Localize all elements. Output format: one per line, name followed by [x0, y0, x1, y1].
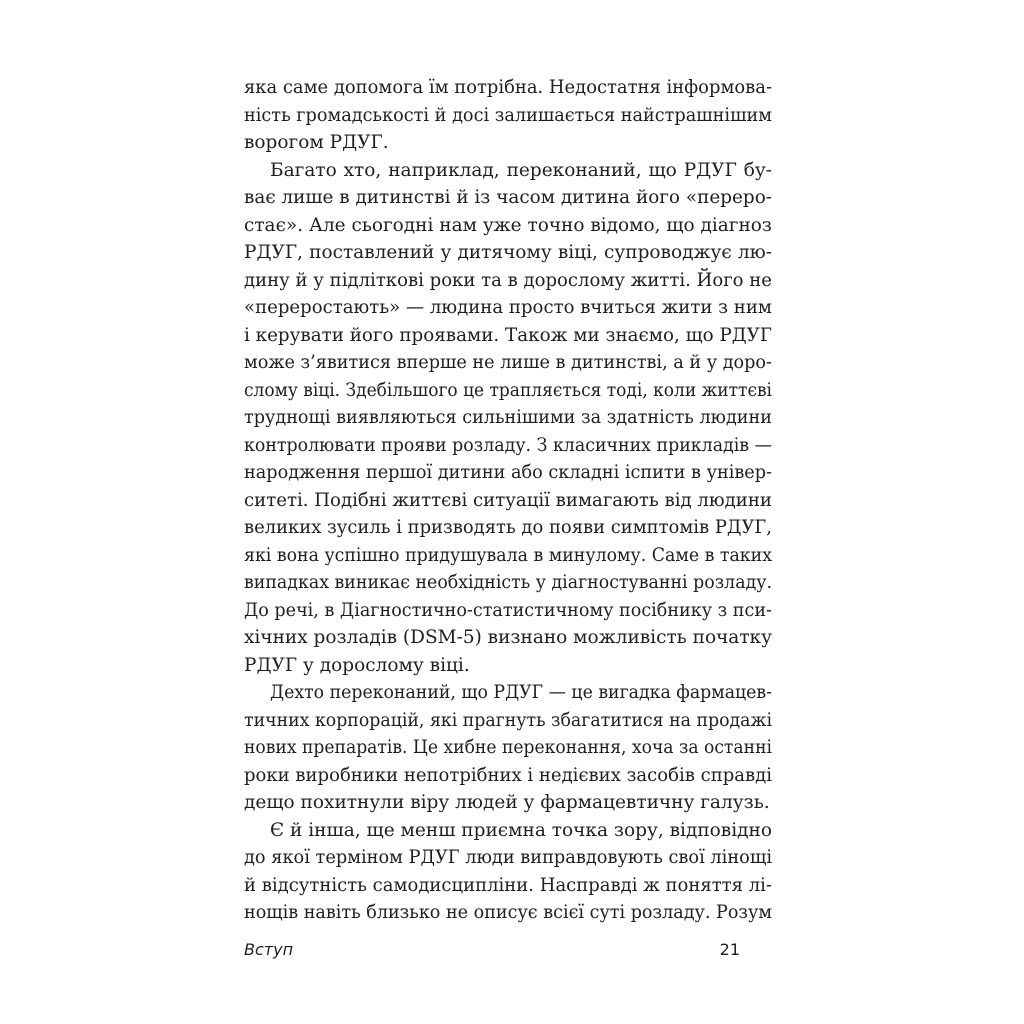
text-line: які вона успішно придушувала в минулому. Саме в таких — [244, 544, 772, 566]
text-line: РДУГ, поставлений у дитячому віці, супроводжує лю- — [244, 242, 772, 263]
text-line: ність громадськості й досі залишається найстрашнішим — [244, 104, 772, 126]
text-line: нощів навіть близько не описує всієї суті розладу. Розум — [244, 902, 772, 923]
body-text — [244, 74, 772, 927]
text-line: дещо похитнули віру людей у фармацевтичну галузь. — [244, 792, 770, 813]
text-line: роки виробники непотрібних і недієвих засобів справді — [244, 764, 772, 786]
text-line: випадках виникає необхідність у діагностуванні розладу. — [244, 572, 772, 593]
text-line: може з’явитися вперше не лише в дитинстві, а й у доро- — [244, 352, 772, 373]
text-line: й відсутність самодисципліни. Насправді ж поняття лі- — [244, 874, 772, 896]
text-line: яка саме допомога їм потрібна. Недостатня інформова- — [244, 77, 772, 98]
text-line: хічних розладів (DSM-5) визнано можливість початку — [244, 627, 772, 648]
text-line: труднощі виявляються сильнішими за здатність людини — [244, 407, 772, 428]
text-line: ворогом РДУГ. — [244, 132, 389, 153]
text-line: ває лише в дитинстві й із часом дитина його «переро- — [244, 187, 772, 208]
text-line: Багато хто, наприклад, переконаний, що РДУГ бу- — [270, 159, 772, 181]
text-line: РДУГ у дорослому віці. — [244, 654, 470, 676]
text-line: до якої терміном РДУГ люди виправдовують свої лінощі — [244, 847, 772, 868]
text-line: Дехто переконаний, що РДУГ — це вигадка фармацев- — [270, 682, 772, 703]
text-line: ситеті. Подібні життєві ситуації вимагають від людини — [244, 489, 772, 511]
text-line: народження першої дитини або складні іспити в універ- — [244, 462, 772, 483]
text-line: і керувати його проявами. Також ми знаємо, що РДУГ — [244, 324, 772, 346]
text-line: великих зусиль і призводять до появи симптомів РДУГ, — [244, 517, 772, 538]
page-number: 21 — [719, 940, 740, 959]
text-line: тичних корпорацій, які прагнуть збагатитися на продажі — [244, 709, 772, 731]
text-line: До речі, в Діагностично-статистичному посібнику з пси- — [244, 599, 772, 621]
running-footer-section: Вступ — [244, 940, 294, 959]
text-line: стає». Але сьогодні нам уже точно відомо, що діагноз — [244, 214, 772, 236]
text-line: слому віці. Здебільшого це трапляється тоді, коли життєві — [244, 379, 772, 401]
text-line: нових препаратів. Це хибне переконання, хоча за останні — [244, 737, 772, 758]
text-line: контролювати прояви розладу. З класичних прикладів — — [244, 434, 772, 456]
text-line: Є й інша, ще менш приємна точка зору, відповідно — [270, 819, 772, 841]
text-line: «переростають» — людина просто вчиться жити з ним — [244, 297, 772, 318]
text-line: дину й у підліткові роки та в дорослому житті. Його не — [244, 269, 772, 291]
